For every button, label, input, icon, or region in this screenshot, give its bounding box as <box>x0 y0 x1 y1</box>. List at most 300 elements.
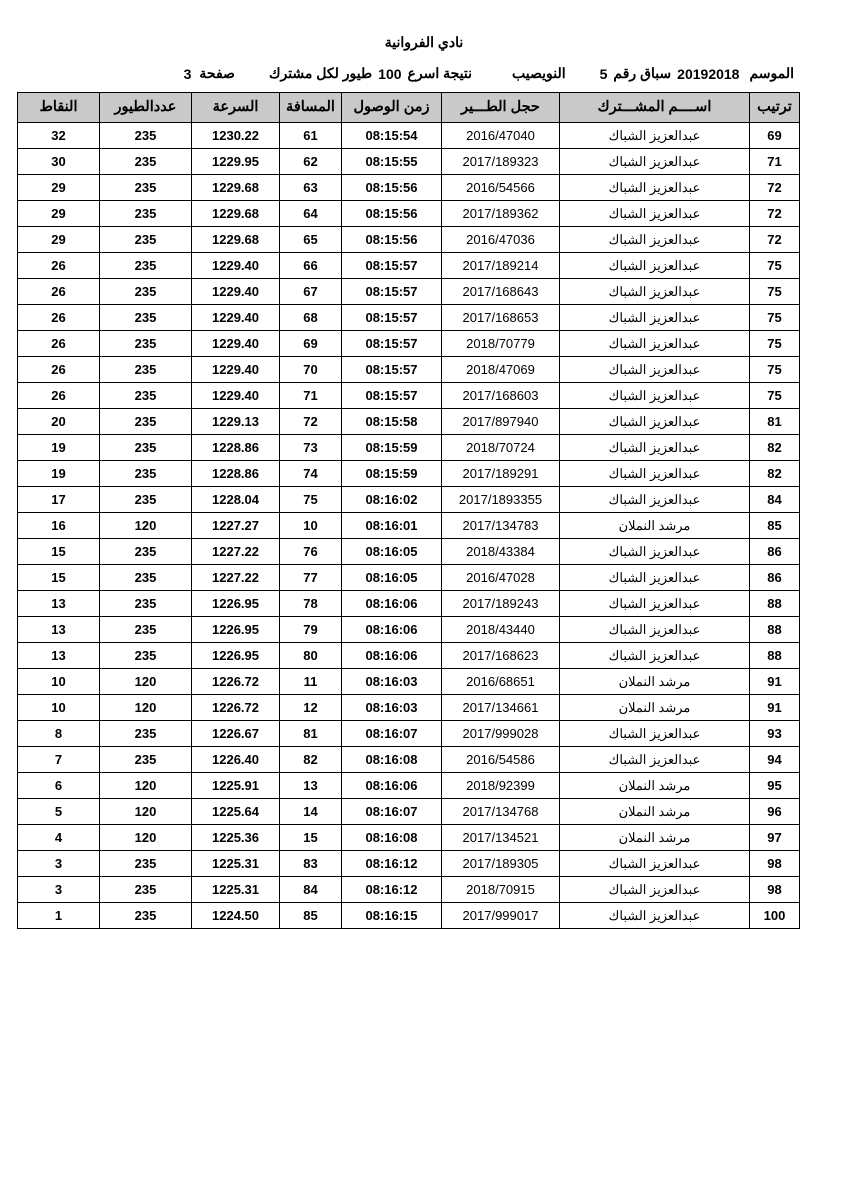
cell-birds-count: 120 <box>100 513 192 539</box>
cell-member-name: عبدالعزيز الشباك <box>560 617 750 643</box>
cell-points: 26 <box>18 253 100 279</box>
cell-arrival-time: 08:15:59 <box>342 435 442 461</box>
cell-distance: 80 <box>280 643 342 669</box>
cell-speed: 1226.72 <box>192 695 280 721</box>
cell-member-name: عبدالعزيز الشباك <box>560 643 750 669</box>
cell-rank: 95 <box>750 773 800 799</box>
cell-distance: 15 <box>280 825 342 851</box>
table-row <box>18 331 800 357</box>
cell-arrival-time: 08:16:08 <box>342 825 442 851</box>
cell-arrival-time: 08:16:05 <box>342 565 442 591</box>
cell-speed: 1228.86 <box>192 461 280 487</box>
cell-arrival-time: 08:16:07 <box>342 799 442 825</box>
cell-birds-count: 120 <box>100 773 192 799</box>
cell-member-name: عبدالعزيز الشباك <box>560 201 750 227</box>
cell-ring-number: 2017/189214 <box>442 253 560 279</box>
cell-birds-count: 235 <box>100 461 192 487</box>
cell-birds-count: 235 <box>100 409 192 435</box>
cell-rank: 72 <box>750 201 800 227</box>
cell-points: 20 <box>18 409 100 435</box>
table-row <box>18 669 800 695</box>
cell-distance: 83 <box>280 851 342 877</box>
cell-speed: 1225.31 <box>192 877 280 903</box>
cell-speed: 1229.68 <box>192 175 280 201</box>
table-row <box>18 149 800 175</box>
cell-member-name: مرشد النملان <box>560 513 750 539</box>
race-number: 5 <box>599 65 608 82</box>
cell-birds-count: 235 <box>100 435 192 461</box>
cell-member-name: عبدالعزيز الشباك <box>560 175 750 201</box>
cell-speed: 1229.13 <box>192 409 280 435</box>
cell-rank: 88 <box>750 643 800 669</box>
cell-member-name: مرشد النملان <box>560 695 750 721</box>
cell-birds-count: 120 <box>100 799 192 825</box>
cell-member-name: عبدالعزيز الشباك <box>560 877 750 903</box>
cell-ring-number: 2016/54586 <box>442 747 560 773</box>
cell-ring-number: 2017/168623 <box>442 643 560 669</box>
cell-distance: 77 <box>280 565 342 591</box>
cell-rank: 98 <box>750 851 800 877</box>
page-label: صفحة <box>199 65 235 81</box>
cell-distance: 62 <box>280 149 342 175</box>
table-row <box>18 721 800 747</box>
cell-member-name: عبدالعزيز الشباك <box>560 253 750 279</box>
cell-ring-number: 2017/189243 <box>442 591 560 617</box>
cell-speed: 1229.68 <box>192 201 280 227</box>
cell-distance: 84 <box>280 877 342 903</box>
cell-speed: 1230.22 <box>192 123 280 149</box>
cell-member-name: عبدالعزيز الشباك <box>560 903 750 929</box>
cell-points: 13 <box>18 643 100 669</box>
table-header-row <box>18 93 800 123</box>
cell-ring-number: 2017/134768 <box>442 799 560 825</box>
cell-points: 10 <box>18 669 100 695</box>
cell-ring-number: 2017/189323 <box>442 149 560 175</box>
race-meta-bar <box>48 65 800 82</box>
cell-member-name: عبدالعزيز الشباك <box>560 747 750 773</box>
cell-birds-count: 235 <box>100 357 192 383</box>
cell-ring-number: 2017/1893355 <box>442 487 560 513</box>
cell-speed: 1228.86 <box>192 435 280 461</box>
cell-points: 13 <box>18 591 100 617</box>
cell-speed: 1226.72 <box>192 669 280 695</box>
cell-member-name: عبدالعزيز الشباك <box>560 565 750 591</box>
race-label: سباق رقم <box>613 65 672 81</box>
cell-member-name: عبدالعزيز الشباك <box>560 461 750 487</box>
cell-distance: 82 <box>280 747 342 773</box>
cell-speed: 1229.95 <box>192 149 280 175</box>
cell-rank: 97 <box>750 825 800 851</box>
cell-arrival-time: 08:15:56 <box>342 201 442 227</box>
table-row <box>18 383 800 409</box>
cell-rank: 91 <box>750 669 800 695</box>
cell-distance: 65 <box>280 227 342 253</box>
cell-rank: 71 <box>750 149 800 175</box>
cell-distance: 71 <box>280 383 342 409</box>
cell-ring-number: 2017/168653 <box>442 305 560 331</box>
cell-birds-count: 235 <box>100 617 192 643</box>
cell-birds-count: 120 <box>100 695 192 721</box>
cell-points: 17 <box>18 487 100 513</box>
cell-rank: 86 <box>750 565 800 591</box>
cell-rank: 81 <box>750 409 800 435</box>
cell-speed: 1227.22 <box>192 539 280 565</box>
cell-birds-count: 235 <box>100 253 192 279</box>
cell-ring-number: 2018/43440 <box>442 617 560 643</box>
cell-speed: 1226.40 <box>192 747 280 773</box>
cell-speed: 1225.64 <box>192 799 280 825</box>
cell-birds-count: 235 <box>100 487 192 513</box>
table-row <box>18 201 800 227</box>
cell-ring-number: 2016/47040 <box>442 123 560 149</box>
cell-points: 6 <box>18 773 100 799</box>
cell-distance: 11 <box>280 669 342 695</box>
cell-distance: 12 <box>280 695 342 721</box>
cell-arrival-time: 08:16:07 <box>342 721 442 747</box>
cell-speed: 1226.67 <box>192 721 280 747</box>
cell-distance: 81 <box>280 721 342 747</box>
cell-ring-number: 2017/168643 <box>442 279 560 305</box>
cell-rank: 96 <box>750 799 800 825</box>
cell-arrival-time: 08:16:01 <box>342 513 442 539</box>
cell-arrival-time: 08:15:58 <box>342 409 442 435</box>
cell-points: 26 <box>18 383 100 409</box>
cell-birds-count: 235 <box>100 565 192 591</box>
cell-rank: 75 <box>750 383 800 409</box>
cell-distance: 10 <box>280 513 342 539</box>
cell-member-name: عبدالعزيز الشباك <box>560 409 750 435</box>
cell-distance: 66 <box>280 253 342 279</box>
cell-arrival-time: 08:16:12 <box>342 877 442 903</box>
cell-birds-count: 120 <box>100 669 192 695</box>
cell-arrival-time: 08:16:15 <box>342 903 442 929</box>
cell-birds-count: 235 <box>100 279 192 305</box>
cell-arrival-time: 08:15:59 <box>342 461 442 487</box>
fastest-result-label: نتيجة اسرع <box>407 65 472 81</box>
cell-rank: 82 <box>750 461 800 487</box>
cell-points: 26 <box>18 305 100 331</box>
cell-ring-number: 2018/92399 <box>442 773 560 799</box>
cell-member-name: عبدالعزيز الشباك <box>560 539 750 565</box>
cell-arrival-time: 08:15:56 <box>342 175 442 201</box>
cell-rank: 75 <box>750 357 800 383</box>
cell-member-name: عبدالعزيز الشباك <box>560 591 750 617</box>
cell-rank: 82 <box>750 435 800 461</box>
cell-distance: 69 <box>280 331 342 357</box>
fastest-result-value: 100 <box>378 65 402 82</box>
cell-speed: 1229.40 <box>192 279 280 305</box>
cell-points: 30 <box>18 149 100 175</box>
cell-distance: 63 <box>280 175 342 201</box>
cell-birds-count: 120 <box>100 825 192 851</box>
cell-member-name: عبدالعزيز الشباك <box>560 331 750 357</box>
cell-rank: 88 <box>750 617 800 643</box>
cell-speed: 1229.68 <box>192 227 280 253</box>
cell-ring-number: 2017/134661 <box>442 695 560 721</box>
table-row <box>18 279 800 305</box>
cell-birds-count: 235 <box>100 305 192 331</box>
cell-member-name: عبدالعزيز الشباك <box>560 279 750 305</box>
cell-birds-count: 235 <box>100 201 192 227</box>
cell-points: 10 <box>18 695 100 721</box>
cell-arrival-time: 08:16:08 <box>342 747 442 773</box>
cell-points: 8 <box>18 721 100 747</box>
cell-points: 16 <box>18 513 100 539</box>
cell-rank: 72 <box>750 175 800 201</box>
cell-speed: 1226.95 <box>192 617 280 643</box>
cell-arrival-time: 08:15:55 <box>342 149 442 175</box>
cell-distance: 64 <box>280 201 342 227</box>
cell-ring-number: 2017/189291 <box>442 461 560 487</box>
cell-rank: 98 <box>750 877 800 903</box>
results-table <box>17 92 800 929</box>
page-number: 3 <box>183 65 192 82</box>
cell-arrival-time: 08:16:05 <box>342 539 442 565</box>
cell-ring-number: 2016/47036 <box>442 227 560 253</box>
cell-speed: 1229.40 <box>192 331 280 357</box>
cell-distance: 85 <box>280 903 342 929</box>
cell-member-name: عبدالعزيز الشباك <box>560 851 750 877</box>
cell-speed: 1227.27 <box>192 513 280 539</box>
cell-member-name: عبدالعزيز الشباك <box>560 305 750 331</box>
cell-birds-count: 235 <box>100 175 192 201</box>
column-header-arrival: زمن الوصول <box>342 93 442 123</box>
birds-per-member-note: طيور لكل مشترك <box>268 65 373 81</box>
cell-ring-number: 2016/68651 <box>442 669 560 695</box>
cell-ring-number: 2018/70779 <box>442 331 560 357</box>
cell-ring-number: 2017/134783 <box>442 513 560 539</box>
cell-arrival-time: 08:15:54 <box>342 123 442 149</box>
cell-arrival-time: 08:15:57 <box>342 331 442 357</box>
cell-member-name: عبدالعزيز الشباك <box>560 721 750 747</box>
table-row <box>18 877 800 903</box>
release-point: النويصيب <box>512 65 566 81</box>
cell-birds-count: 235 <box>100 227 192 253</box>
cell-speed: 1225.31 <box>192 851 280 877</box>
cell-rank: 75 <box>750 253 800 279</box>
cell-arrival-time: 08:16:06 <box>342 773 442 799</box>
cell-arrival-time: 08:16:06 <box>342 643 442 669</box>
cell-rank: 75 <box>750 279 800 305</box>
cell-speed: 1225.91 <box>192 773 280 799</box>
cell-member-name: مرشد النملان <box>560 773 750 799</box>
cell-birds-count: 235 <box>100 123 192 149</box>
table-row <box>18 539 800 565</box>
cell-speed: 1224.50 <box>192 903 280 929</box>
cell-ring-number: 2017/999028 <box>442 721 560 747</box>
cell-member-name: عبدالعزيز الشباك <box>560 383 750 409</box>
cell-arrival-time: 08:16:02 <box>342 487 442 513</box>
cell-ring-number: 2018/70915 <box>442 877 560 903</box>
cell-member-name: مرشد النملان <box>560 825 750 851</box>
cell-points: 32 <box>18 123 100 149</box>
table-row <box>18 903 800 929</box>
cell-speed: 1226.95 <box>192 643 280 669</box>
cell-distance: 61 <box>280 123 342 149</box>
cell-distance: 14 <box>280 799 342 825</box>
cell-rank: 75 <box>750 331 800 357</box>
table-body <box>18 123 800 929</box>
cell-ring-number: 2016/54566 <box>442 175 560 201</box>
cell-points: 19 <box>18 435 100 461</box>
column-header-name: اســــم المشـــترك <box>560 93 750 123</box>
cell-rank: 88 <box>750 591 800 617</box>
cell-member-name: مرشد النملان <box>560 799 750 825</box>
cell-member-name: عبدالعزيز الشباك <box>560 487 750 513</box>
cell-ring-number: 2017/999017 <box>442 903 560 929</box>
cell-rank: 86 <box>750 539 800 565</box>
column-header-rank: ترتيب <box>750 93 800 123</box>
column-header-birds: عددالطيور <box>100 93 192 123</box>
cell-speed: 1225.36 <box>192 825 280 851</box>
cell-points: 3 <box>18 851 100 877</box>
cell-birds-count: 235 <box>100 539 192 565</box>
cell-speed: 1227.22 <box>192 565 280 591</box>
cell-distance: 73 <box>280 435 342 461</box>
column-header-ring: حجل الطـــير <box>442 93 560 123</box>
cell-member-name: عبدالعزيز الشباك <box>560 227 750 253</box>
cell-member-name: عبدالعزيز الشباك <box>560 149 750 175</box>
table-row <box>18 773 800 799</box>
cell-points: 15 <box>18 539 100 565</box>
table-row <box>18 799 800 825</box>
table-row <box>18 591 800 617</box>
table-row <box>18 461 800 487</box>
cell-distance: 68 <box>280 305 342 331</box>
cell-birds-count: 235 <box>100 383 192 409</box>
cell-birds-count: 235 <box>100 851 192 877</box>
table-row <box>18 253 800 279</box>
cell-points: 26 <box>18 279 100 305</box>
cell-ring-number: 2017/189305 <box>442 851 560 877</box>
column-header-distance: المسافة <box>280 93 342 123</box>
cell-distance: 72 <box>280 409 342 435</box>
cell-arrival-time: 08:16:03 <box>342 695 442 721</box>
cell-distance: 74 <box>280 461 342 487</box>
cell-points: 15 <box>18 565 100 591</box>
column-header-speed: السرعة <box>192 93 280 123</box>
cell-arrival-time: 08:15:57 <box>342 357 442 383</box>
table-row <box>18 565 800 591</box>
cell-ring-number: 2017/189362 <box>442 201 560 227</box>
season-value: 20192018 <box>677 65 740 82</box>
cell-arrival-time: 08:15:57 <box>342 253 442 279</box>
cell-arrival-time: 08:15:57 <box>342 383 442 409</box>
table-row <box>18 487 800 513</box>
season-label: الموسم <box>749 65 794 81</box>
cell-arrival-time: 08:16:12 <box>342 851 442 877</box>
table-row <box>18 305 800 331</box>
cell-ring-number: 2017/134521 <box>442 825 560 851</box>
cell-birds-count: 235 <box>100 149 192 175</box>
cell-distance: 70 <box>280 357 342 383</box>
cell-rank: 84 <box>750 487 800 513</box>
cell-points: 3 <box>18 877 100 903</box>
table-row <box>18 123 800 149</box>
cell-distance: 75 <box>280 487 342 513</box>
cell-speed: 1226.95 <box>192 591 280 617</box>
cell-arrival-time: 08:15:56 <box>342 227 442 253</box>
cell-points: 13 <box>18 617 100 643</box>
table-row <box>18 513 800 539</box>
cell-ring-number: 2016/47028 <box>442 565 560 591</box>
cell-rank: 91 <box>750 695 800 721</box>
cell-birds-count: 235 <box>100 747 192 773</box>
cell-birds-count: 235 <box>100 643 192 669</box>
table-header <box>18 93 800 123</box>
cell-member-name: عبدالعزيز الشباك <box>560 123 750 149</box>
cell-points: 29 <box>18 201 100 227</box>
cell-ring-number: 2018/47069 <box>442 357 560 383</box>
cell-rank: 93 <box>750 721 800 747</box>
cell-distance: 13 <box>280 773 342 799</box>
cell-rank: 100 <box>750 903 800 929</box>
table-row <box>18 643 800 669</box>
cell-distance: 78 <box>280 591 342 617</box>
cell-ring-number: 2018/43384 <box>442 539 560 565</box>
table-row <box>18 825 800 851</box>
table-row <box>18 409 800 435</box>
cell-birds-count: 235 <box>100 331 192 357</box>
cell-points: 29 <box>18 227 100 253</box>
cell-speed: 1229.40 <box>192 305 280 331</box>
cell-distance: 79 <box>280 617 342 643</box>
cell-arrival-time: 08:16:06 <box>342 617 442 643</box>
cell-arrival-time: 08:16:03 <box>342 669 442 695</box>
cell-ring-number: 2017/168603 <box>442 383 560 409</box>
cell-member-name: مرشد النملان <box>560 669 750 695</box>
cell-birds-count: 235 <box>100 721 192 747</box>
cell-arrival-time: 08:15:57 <box>342 305 442 331</box>
cell-rank: 85 <box>750 513 800 539</box>
cell-points: 1 <box>18 903 100 929</box>
table-row <box>18 695 800 721</box>
cell-points: 26 <box>18 331 100 357</box>
cell-distance: 76 <box>280 539 342 565</box>
cell-member-name: عبدالعزيز الشباك <box>560 357 750 383</box>
cell-rank: 69 <box>750 123 800 149</box>
cell-ring-number: 2017/897940 <box>442 409 560 435</box>
cell-points: 4 <box>18 825 100 851</box>
cell-points: 7 <box>18 747 100 773</box>
cell-rank: 75 <box>750 305 800 331</box>
cell-points: 26 <box>18 357 100 383</box>
table-row <box>18 175 800 201</box>
cell-speed: 1229.40 <box>192 383 280 409</box>
cell-birds-count: 235 <box>100 591 192 617</box>
cell-points: 5 <box>18 799 100 825</box>
cell-ring-number: 2018/70724 <box>442 435 560 461</box>
cell-arrival-time: 08:16:06 <box>342 591 442 617</box>
cell-birds-count: 235 <box>100 903 192 929</box>
cell-distance: 67 <box>280 279 342 305</box>
table-row <box>18 357 800 383</box>
cell-rank: 94 <box>750 747 800 773</box>
cell-arrival-time: 08:15:57 <box>342 279 442 305</box>
cell-points: 29 <box>18 175 100 201</box>
table-row <box>18 747 800 773</box>
cell-member-name: عبدالعزيز الشباك <box>560 435 750 461</box>
cell-rank: 72 <box>750 227 800 253</box>
cell-speed: 1229.40 <box>192 357 280 383</box>
page-title: نادي الفروانية <box>384 34 464 50</box>
table-row <box>18 851 800 877</box>
cell-points: 19 <box>18 461 100 487</box>
column-header-points: النقاط <box>18 93 100 123</box>
table-row <box>18 227 800 253</box>
cell-speed: 1228.04 <box>192 487 280 513</box>
cell-speed: 1229.40 <box>192 253 280 279</box>
